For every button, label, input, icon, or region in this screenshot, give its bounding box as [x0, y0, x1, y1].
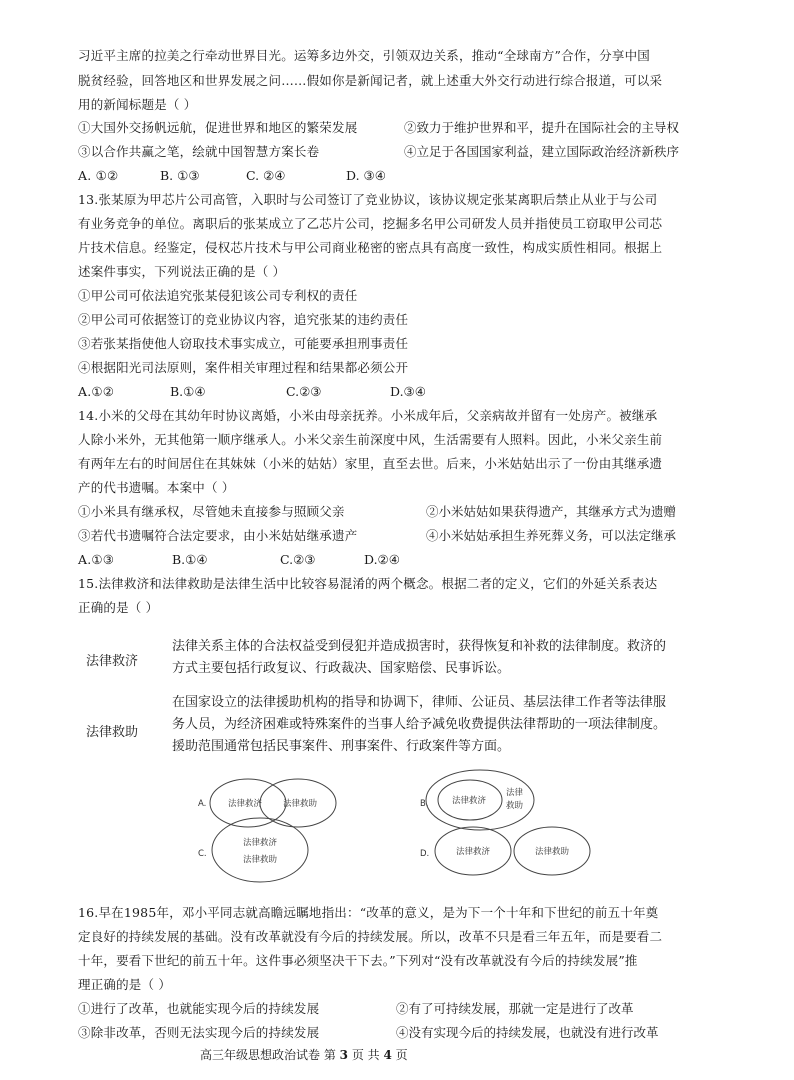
footer-suffix: 页: [391, 1048, 408, 1062]
q13-answer-a: A.①②: [78, 384, 115, 399]
footer-prefix: 高三年级思想政治试卷 第: [200, 1048, 340, 1062]
q16-option-1: ①进行了改革，也就能实现今后的持续发展: [78, 1001, 320, 1016]
q14-answer-d: D.②④: [364, 552, 400, 567]
diagram-d-text-right: 法律救助: [535, 847, 570, 857]
definition-legal-aid-line-1: 在国家设立的法律援助机构的指导和协调下，律师、公证员、基层法律工作者等法律服: [172, 695, 667, 710]
q16-option-4: ④没有实现今后的持续发展，也就没有进行改革: [396, 1025, 659, 1040]
q13-answer-d: D.③④: [390, 384, 426, 399]
diagram-c-text-top: 法律救济: [243, 838, 278, 848]
definition-legal-remedy-line-2: 方式主要包括行政复议、行政裁决、国家赔偿、民事诉讼。: [172, 661, 511, 676]
q13-answer-c: C.②③: [286, 384, 322, 399]
q16-line-4: 理正确的是（ ）: [78, 977, 172, 992]
q13-line-4: 述案件事实，下列说法正确的是（ ）: [78, 264, 286, 279]
q13-option-4: ④根据阳光司法原则，案件相关审理过程和结果都必须公开: [78, 360, 409, 375]
q15-line-1: 15.法律救济和法律救助是法律生活中比较容易混淆的两个概念。根据二者的定义，它们的外延关系表达: [78, 576, 658, 591]
q13-line-3: 片技术信息。经鉴定，侵权芯片技术与甲公司商业秘密的密点具有高度一致性，构成实质性相同。根据上: [78, 240, 663, 255]
definition-legal-remedy-line-1: 法律关系主体的合法权益受到侵犯并造成损害时，获得恢复和补救的法律制度。救济的: [172, 639, 667, 654]
q14-option-2: ②小米姑姑如果获得遗产，其继承方式为遗赠: [426, 504, 677, 519]
diagram-d: [420, 827, 590, 875]
diagram-a: [198, 779, 336, 827]
q12-answer-c: C. ②④: [246, 168, 286, 183]
footer-page-number: 3: [339, 1048, 348, 1062]
q13-line-2: 有业务竞争的单位。离职后的张某成立了乙芯片公司，挖掘多名甲公司研发人员并指使员工窃取甲公司芯: [78, 216, 663, 231]
q13-line-1: 13.张某原为甲芯片公司高管，入职时与公司签订了竞业协议，该协议规定张某离职后禁止从业于与公司: [78, 192, 658, 207]
q16-line-3: 十年，要看下世纪的前五十年。这件事必须坚决干下去。”下列对“没有改革就没有今后的持续发展”推: [78, 953, 638, 968]
diagram-c-text-bottom: 法律救助: [243, 855, 278, 865]
footer-total-pages: 4: [383, 1048, 392, 1062]
definition-legal-aid-line-2: 务人员，为经济困难或特殊案件的当事人给予减免收费提供法律帮助的一项法律制度。: [172, 717, 667, 732]
q14-answer-b: B.①④: [172, 552, 208, 567]
diagram-b-text-outer-1: 法律: [506, 788, 524, 798]
diagram-c: [198, 818, 308, 882]
q12-option-2: ②致力于维护世界和平，提升在国际社会的主导权: [404, 120, 680, 135]
q14-option-4: ④小米姑姑承担生养死葬义务，可以法定继承: [426, 528, 677, 543]
footer-middle: 页 共: [348, 1048, 384, 1062]
q12-line-3: 用的新闻标题是（ ）: [78, 97, 197, 112]
q12-option-3: ③以合作共赢之笔，绘就中国智慧方案长卷: [78, 144, 320, 159]
diagram-b-text-inner: 法律救济: [452, 796, 487, 806]
venn-diagram-options: [0, 760, 794, 890]
page-footer: [200, 1046, 408, 1063]
q14-line-3: 有两年左右的时间居住在其妹妹（小米的姑姑）家里，直至去世。后来，小米姑姑出示了一份由其继承遗: [78, 456, 663, 471]
diagram-b: [420, 770, 534, 830]
q16-option-3: ③除非改革，否则无法实现今后的持续发展: [78, 1025, 320, 1040]
q14-option-1: ①小米具有继承权，尽管她未直接参与照顾父亲: [78, 504, 345, 519]
diagram-a-text-left: 法律救济: [228, 799, 263, 809]
diagram-b-text-outer-2: 救助: [506, 801, 524, 811]
q12-line-1: 习近平主席的拉美之行牵动世界目光。运筹多边外交，引领双边关系，推动“全球南方”合作，分享中国: [78, 48, 650, 63]
diagram-d-label: D.: [420, 849, 430, 859]
q16-line-2: 定良好的持续发展的基础。没有改革就没有今后的持续发展。所以，改革不只是看三年五年，而是要看二: [78, 929, 663, 944]
diagram-a-text-right: 法律救助: [283, 799, 318, 809]
q13-answer-b: B.①④: [170, 384, 206, 399]
q15-line-2: 正确的是（ ）: [78, 600, 159, 615]
q14-line-4: 产的代书遗嘱。本案中（ ）: [78, 480, 235, 495]
q13-option-3: ③若张某指使他人窃取技术事实成立，可能要承担刑事责任: [78, 336, 409, 351]
q16-option-2: ②有了可持续发展，那就一定是进行了改革: [396, 1001, 634, 1016]
diagram-d-text-left: 法律救济: [456, 847, 491, 857]
q14-line-2: 人除小米外，无其他第一顺序继承人。小米父亲生前深度中风，生活需要有人照料。因此，小米父亲生前: [78, 432, 663, 447]
q12-answer-d: D. ③④: [346, 168, 386, 183]
diagram-c-label: C.: [198, 849, 207, 859]
q12-line-2: 脱贫经验，回答地区和世界发展之问……假如你是新闻记者，就上述重大外交行动进行综合报道，可以采: [78, 73, 663, 88]
q13-option-1: ①甲公司可依法追究张某侵犯该公司专利权的责任: [78, 288, 358, 303]
diagram-c-circle: [212, 818, 308, 882]
q14-answer-a: A.①③: [78, 552, 115, 567]
term-legal-aid: 法律救助: [86, 725, 139, 740]
q14-line-1: 14.小米的父母在其幼年时协议离婚，小米由母亲抚养。小米成年后，父亲病故并留有一处房产。被继承: [78, 408, 658, 423]
q12-option-4: ④立足于各国国家利益，建立国际政治经济新秩序: [404, 144, 680, 159]
q12-answer-b: B. ①③: [160, 168, 200, 183]
q12-option-1: ①大国外交扬帆远航，促进世界和地区的繁荣发展: [78, 120, 358, 135]
q16-line-1: 16.早在1985年，邓小平同志就高瞻远瞩地指出：“改革的意义，是为下一个十年和下世纪的前五十年奠: [78, 905, 659, 920]
term-legal-remedy: 法律救济: [86, 654, 139, 669]
q13-option-2: ②甲公司可依据签订的竞业协议内容，追究张某的违约责任: [78, 312, 409, 327]
q12-answer-a: A. ①②: [78, 168, 119, 183]
diagram-b-label: B.: [420, 799, 429, 809]
q14-option-3: ③若代书遗嘱符合法定要求，由小米姑姑继承遗产: [78, 528, 358, 543]
definition-legal-aid-line-3: 援助范围通常包括民事案件、刑事案件、行政案件等方面。: [172, 739, 511, 754]
diagram-a-label: A.: [198, 799, 207, 809]
q14-answer-c: C.②③: [280, 552, 316, 567]
